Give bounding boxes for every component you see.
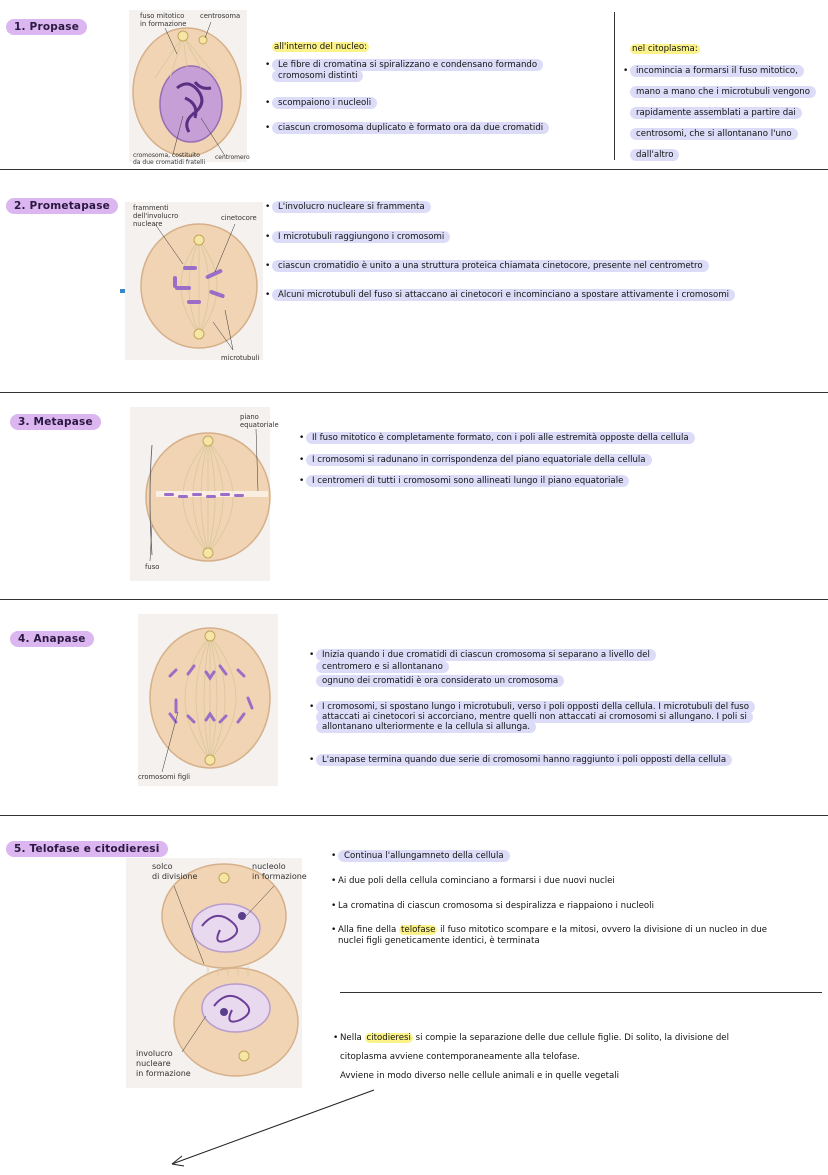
propase-bullet: • ciascun cromosoma duplicato è formato ora da due cromatidi (272, 123, 549, 134)
propase-bullet: • scompaiono i nucleoli (272, 98, 377, 109)
section-title-metapase: 3. Metapase (10, 414, 101, 430)
metapase-bullet: • Il fuso mitotico è completamente formato, con i poli alle estremità opposte della cellula (306, 433, 695, 444)
label-centromero: centromero (215, 154, 250, 161)
cyto-line: dall'altro (630, 150, 679, 161)
section-divider (0, 392, 828, 393)
label-microtubuli: microtubuli (221, 354, 260, 362)
telofase-bullet: • Continua l'allungamneto della cellula (338, 851, 510, 862)
label-fuso-mitotico: fuso mitotico in formazione (140, 12, 187, 28)
label-cinetocore: cinetocore (221, 214, 257, 222)
telofase-bullet-4: • Alla fine della telofase il fuso mitotico scompare e la mitosi, ovvero la divisione di un nucleo in due nuclei figli geneticamente identici, è terminata (331, 925, 768, 946)
telofase-divider (340, 992, 822, 993)
propase-cell-illustration (125, 8, 250, 166)
label-cromosoma: cromosoma, costituito da due cromatidi fratelli (133, 152, 206, 166)
prometapase-bullet: • I microtubuli raggiungono i cromosomi (272, 232, 450, 243)
anapase-bullet-1-cont: ognuno dei cromatidi è ora considerato un cromosoma (316, 676, 564, 687)
label-nucleolo: nucleolo in formazione (252, 862, 307, 881)
label-piano-equatoriale: piano equatoriale (240, 413, 279, 429)
section-title-prometapase: 2. Prometapase (6, 198, 118, 214)
anapase-cell-illustration (136, 612, 280, 788)
citodieresi-line: citoplasma avviene contemporaneamente alla telofase. (340, 1052, 580, 1062)
metapase-cell-illustration (128, 405, 272, 583)
prometapase-bullet: • ciascun cromatidio è unito a una struttura proteica chiamata cinetocore, presente nel centrometro (272, 261, 709, 272)
metapase-bullet: • I centromeri di tutti i cromosomi sono allineati lungo il piano equatoriale (306, 476, 629, 487)
anapase-bullet-3: • L'anapase termina quando due serie di cromosomi hanno raggiunto i poli opposti della cellula (316, 755, 732, 766)
anapase-bullet-1: • Inizia quando i due cromatidi di ciascun cromosoma si separano a livello del (316, 650, 656, 661)
label-solco: solco di divisione (152, 862, 198, 881)
citodieresi-bullet: • Nella citodieresi si compie la separazione delle due cellule figlie. Di solito, la divisione del (333, 1033, 729, 1043)
diagonal-arrow-icon (160, 1086, 380, 1170)
cyto-line: mano a mano che i microtubuli vengono (630, 87, 816, 98)
metapase-bullet: • I cromosomi si radunano in corrispondenza del piano equatoriale della cellula (306, 455, 652, 466)
citodieresi-line: Avviene in modo diverso nelle cellule animali e in quelle vegetali (340, 1071, 620, 1081)
nucleus-heading: all'interno del nucleo: (274, 42, 368, 52)
cyto-line: centrosomi, che si allontanano l'uno (630, 129, 798, 140)
propase-bullet: • Le fibre di cromatina si spiralizzano e condensano formando cromosomi distinti (272, 60, 584, 82)
section-divider (0, 815, 828, 816)
section-title-propase: 1. Propase (6, 19, 87, 35)
cyto-heading: nel citoplasma: (632, 44, 698, 54)
section-title-anapase: 4. Anapase (10, 631, 94, 647)
anapase-bullet-1-cont: centromero e si allontanano (316, 662, 449, 673)
label-cromosomi-figli: cromosomi figli (138, 773, 191, 781)
telofase-bullet: • La cromatina di ciascun cromosoma si despiralizza e riappaiono i nucleoli (331, 901, 654, 911)
anapase-bullet-2: • I cromosomi, si spostano lungo i microtubuli, verso i poli opposti della cellula. I microtubuli del fuso attaccati ai cinetocori si accorciano, mentre quelli non attaccati ai cromosomi si allungano. I poli si allontanano ulteriormente e la cellula si allunga. (316, 702, 776, 732)
label-frammenti: frammenti dell'involucro nucleare (133, 204, 179, 228)
cyto-line: • incomincia a formarsi il fuso mitotico, (630, 66, 804, 77)
section-title-telofase: 5. Telofase e citodieresi (6, 841, 168, 857)
label-centrosoma: centrosoma (200, 12, 241, 20)
prometapase-bullet: • L'involucro nucleare si frammenta (272, 202, 431, 213)
column-divider (614, 12, 615, 160)
section-divider (0, 169, 828, 170)
label-fuso: fuso (145, 563, 160, 571)
prometapase-bullet: • Alcuni microtubuli del fuso si attaccano ai cinetocori e incominciano a spostare attivamente i cromosomi (272, 290, 735, 301)
label-involucro: involucro nucleare in formazione (136, 1049, 191, 1078)
section-divider (0, 599, 828, 600)
telofase-bullet: • Ai due poli della cellula cominciano a formarsi i due nuovi nuclei (331, 876, 615, 886)
cyto-line: rapidamente assemblati a partire dai (630, 108, 802, 119)
